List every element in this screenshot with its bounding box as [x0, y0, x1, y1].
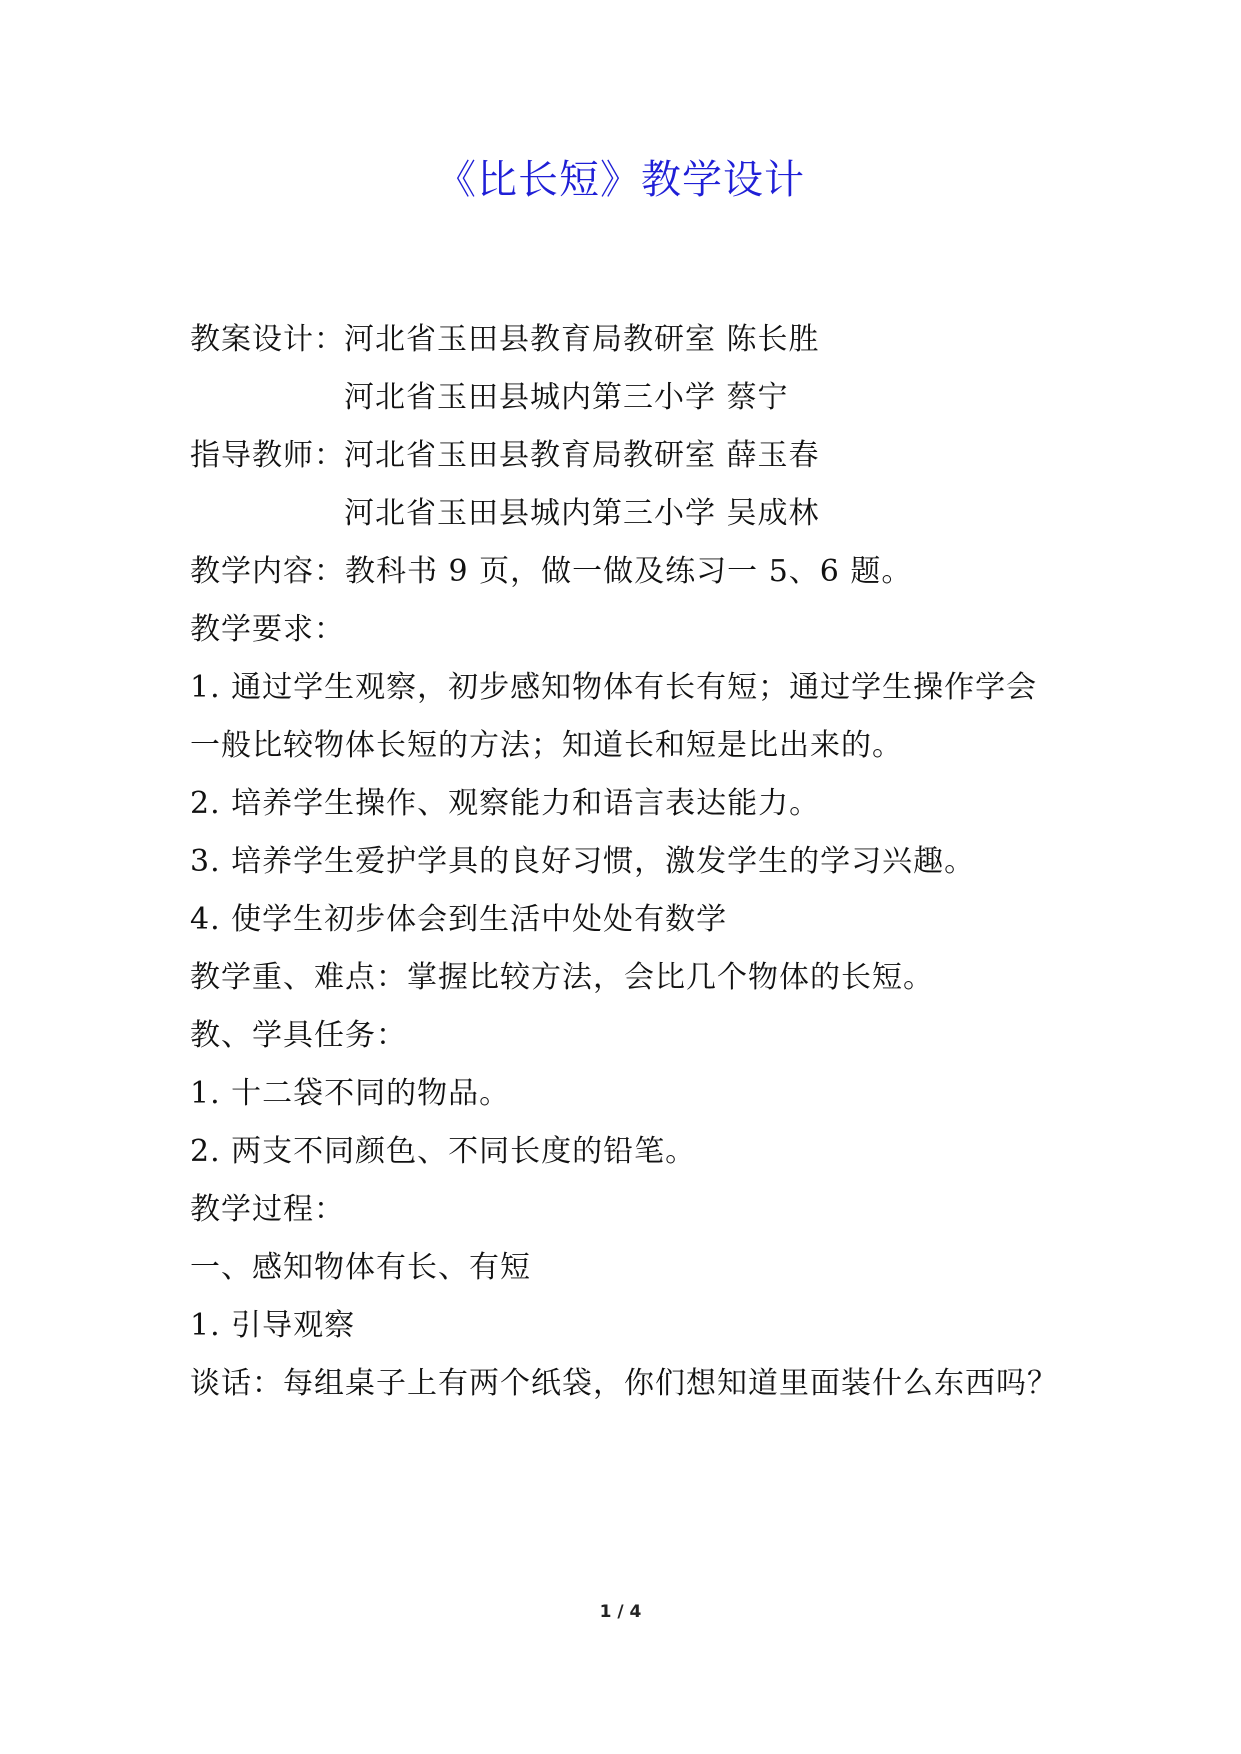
- advisor-line-1: [190, 434, 820, 478]
- teaching-aids-heading: 教、学具任务：: [190, 1018, 407, 1053]
- design-label: 教案设计：: [190, 322, 345, 357]
- advisor-line-2: [190, 492, 820, 536]
- design-author-1: 河北省玉田县教育局教研室 陈长胜: [344, 322, 820, 357]
- design-author-line-2: [190, 376, 789, 420]
- teaching-content: 教学内容：教科书 9 页，做一做及练习一 5、6 题。: [190, 554, 913, 589]
- page-indicator: 1 / 4: [599, 1602, 642, 1622]
- advisor-1: 河北省玉田县教育局教研室 薛玉春: [344, 438, 820, 473]
- teaching-process-heading: 教学过程：: [190, 1192, 345, 1227]
- requirement-4: 4. 使学生初步体会到生活中处处有数学: [190, 902, 728, 937]
- teaching-requirements-heading: 教学要求：: [190, 612, 345, 647]
- requirement-3: 3. 培养学生爱护学具的良好习惯，激发学生的学习兴趣。: [190, 844, 976, 879]
- key-difficult-points: 教学重、难点：掌握比较方法，会比几个物体的长短。: [190, 960, 934, 995]
- advisor-2: 河北省玉田县城内第三小学 吴成林: [344, 496, 820, 531]
- section-1-heading: 一、感知物体有长、有短: [190, 1250, 531, 1285]
- design-author-2: 河北省玉田县城内第三小学 蔡宁: [344, 380, 789, 415]
- requirement-2: 2. 培养学生操作、观察能力和语言表达能力。: [190, 786, 821, 821]
- teaching-aid-1: 1. 十二袋不同的物品。: [190, 1076, 511, 1111]
- requirement-1-line-2: 一般比较物体长短的方法；知道长和短是比出来的。: [190, 728, 903, 763]
- requirement-1-line-1: 1. 通过学生观察，初步感知物体有长有短；通过学生操作学会: [190, 670, 1038, 705]
- dialogue-line: 谈话：每组桌子上有两个纸袋，你们想知道里面装什么东西吗？: [190, 1366, 1058, 1401]
- subsection-1-heading: 1. 引导观察: [190, 1308, 356, 1343]
- teaching-aid-2: 2. 两支不同颜色、不同长度的铅笔。: [190, 1134, 697, 1169]
- design-author-line-1: [190, 318, 820, 362]
- advisor-label: 指导教师：: [190, 438, 345, 473]
- document-title: 《比长短》教学设计: [436, 157, 805, 203]
